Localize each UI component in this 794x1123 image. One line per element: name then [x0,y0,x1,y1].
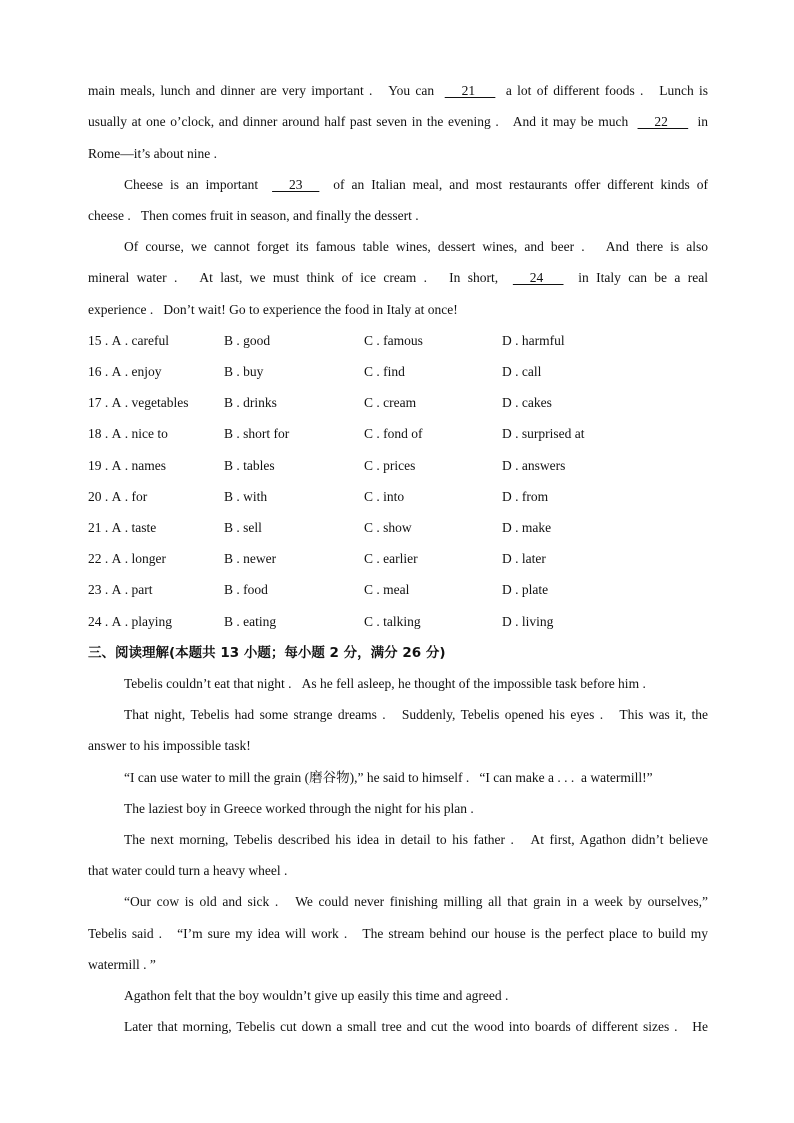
option-b: B . good [224,333,271,348]
passage-line: watermill . ” [88,957,156,972]
blank-21: 21 [444,83,496,98]
passage-line: answer to his impossible task! [88,738,251,753]
option-d: D . answers [502,458,566,473]
option-c: C . talking [364,614,421,629]
passage-line: Tebelis couldn’t eat that night . As he fell asleep, he thought of the impossible task before him . [124,676,646,691]
option-a: 18 . A . nice to [88,426,168,441]
option-c: C . cream [364,395,417,410]
blank-24: 24 [512,270,564,285]
option-d: D . later [502,551,546,566]
option-a: 21 . A . taste [88,520,157,535]
blank-22: 22 [637,114,689,129]
option-a: 17 . A . vegetables [88,395,189,410]
option-c: C . into [364,489,405,504]
passage-line: That night, Tebelis had some strange dreams . Suddenly, Tebelis opened his eyes . This was it, the [124,707,708,722]
blank-23: 23 [272,177,320,192]
option-d: D . plate [502,582,549,597]
option-b: B . sell [224,520,262,535]
option-c: C . meal [364,582,410,597]
option-b: B . buy [224,364,264,379]
passage-line: that water could turn a heavy wheel . [88,863,288,878]
passage-line: “Our cow is old and sick . We could never finishing milling all that grain in a week by ourselves,” [124,894,708,909]
option-c: C . prices [364,458,416,473]
option-a: 23 . A . part [88,582,153,597]
option-b: B . eating [224,614,277,629]
option-b: B . newer [224,551,277,566]
option-a: 22 . A . longer [88,551,166,566]
option-d: D . surprised at [502,426,585,441]
option-d: D . make [502,520,552,535]
passage-line: cheese . Then comes fruit in season, and finally the dessert . [88,208,419,223]
option-b: B . short for [224,426,290,441]
passage-line: Later that morning, Tebelis cut down a small tree and cut the wood into boards of different sizes . He [124,1019,708,1034]
option-b: B . tables [224,458,275,473]
passage-line: mineral water . At last, we must think of ice cream . In short, 24 in Italy can be a real [88,270,709,285]
option-c: C . fond of [364,426,423,441]
passage-line: Agathon felt that the boy wouldn’t give up easily this time and agreed . [124,988,509,1003]
option-d: D . cakes [502,395,552,410]
option-c: C . famous [364,333,423,348]
option-d: D . harmful [502,333,565,348]
passage-line: Tebelis said . “I’m sure my idea will work . The stream behind our house is the perfect place to build my [88,926,708,941]
option-b: B . with [224,489,268,504]
option-b: B . food [224,582,268,597]
option-d: D . call [502,364,542,379]
option-b: B . drinks [224,395,277,410]
passage-line: experience . Don’t wait! Go to experience the food in Italy at once! [88,302,458,317]
option-a: 15 . A . careful [88,333,169,348]
passage-line: Cheese is an important 23 of an Italian meal, and most restaurants offer different kinds of [124,177,709,192]
passage-line: The next morning, Tebelis described his idea in detail to his father . At first, Agathon didn’t believe [124,832,708,847]
option-d: D . from [502,489,549,504]
option-a: 20 . A . for [88,489,148,504]
passage-line: main meals, lunch and dinner are very important . You can 21 a lot of different foods . Lunch is [88,83,709,98]
passage-line: The laziest boy in Greece worked through the night for his plan . [124,801,474,816]
section-heading: 三、阅读理解(本题共 13 小题；每小题 2 分，满分 26 分) [88,645,446,661]
option-a: 16 . A . enjoy [88,364,162,379]
passage-line: usually at one o’clock, and dinner around half past seven in the evening . And it may be much 22 in [88,114,709,129]
passage-line: Of course, we cannot forget its famous table wines, dessert wines, and beer . And there is also [124,239,708,254]
option-d: D . living [502,614,554,629]
option-a: 19 . A . names [88,458,166,473]
passage-line: “I can use water to mill the grain (磨谷物),” he said to himself . “I can make a . . . a watermill!” [124,770,653,785]
option-c: C . find [364,364,405,379]
option-a: 24 . A . playing [88,614,172,629]
option-c: C . earlier [364,551,418,566]
option-c: C . show [364,520,412,535]
passage-line: Rome—it’s about nine . [88,146,217,161]
